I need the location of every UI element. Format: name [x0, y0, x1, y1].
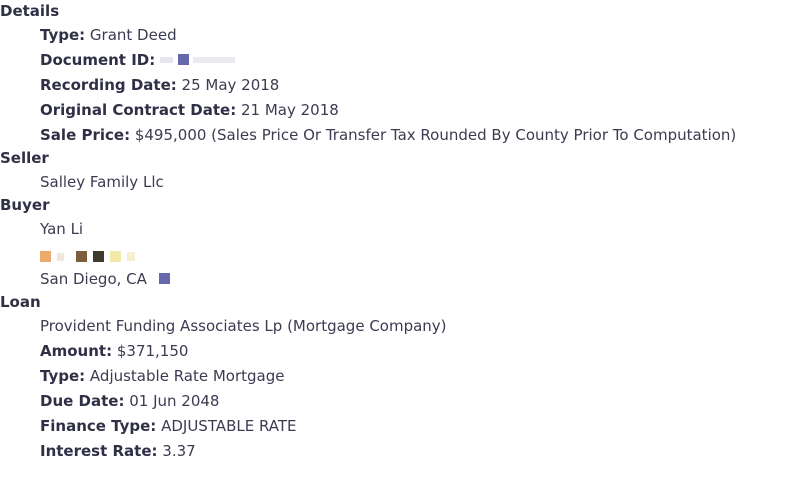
- loan-label-amount: Amount: [40, 342, 107, 360]
- document-id-redaction: [160, 54, 238, 66]
- detail-label-original-contract-date: Original Contract Date: [40, 101, 231, 119]
- detail-row-document-id: [40, 48, 800, 73]
- street-address-blocks: [40, 243, 141, 268]
- detail-label-document-id: Document ID: [40, 51, 150, 69]
- colon: :: [150, 417, 157, 435]
- loan-label-due-date: Due Date: [40, 392, 119, 410]
- loan-row-due-date: [40, 389, 800, 414]
- colon: :: [149, 51, 156, 69]
- colon: :: [79, 367, 86, 385]
- colon: :: [230, 101, 237, 119]
- section-heading-buyer: Buyer: [0, 196, 50, 214]
- detail-value-recording-date: 25 May 2018: [181, 76, 280, 94]
- detail-value-type: Grant Deed: [89, 26, 177, 44]
- loan-rows: [0, 314, 800, 464]
- detail-row-type: [40, 23, 800, 48]
- detail-row-original-contract-date: [40, 98, 800, 123]
- detail-row-recording-date: [40, 73, 800, 98]
- loan-row-type: [40, 364, 800, 389]
- detail-label-type: Type: [40, 26, 80, 44]
- buyer-city-row: [0, 267, 800, 292]
- loan-value-amount: $371,150: [116, 342, 189, 360]
- buyer-name: Yan Li: [40, 220, 84, 238]
- colon: :: [170, 76, 177, 94]
- loan-value-finance-type: ADJUSTABLE RATE: [161, 417, 297, 435]
- loan-row-amount: [40, 339, 800, 364]
- property-record-document: [0, 1, 800, 480]
- buyer-street-address-redaction: [0, 242, 800, 267]
- buyer-zip-redaction: [157, 273, 173, 285]
- loan-label-finance-type: Finance Type: [40, 417, 151, 435]
- detail-label-sale-price: Sale Price: [40, 126, 125, 144]
- colon: :: [106, 342, 113, 360]
- loan-row-interest-rate: [40, 439, 800, 464]
- details-rows: [0, 23, 800, 148]
- loan-value-type: Adjustable Rate Mortgage: [89, 367, 285, 385]
- section-heading-seller: Seller: [0, 149, 49, 167]
- loan-value-interest-rate: 3.37: [162, 442, 196, 460]
- section-heading-details: Details: [0, 2, 60, 20]
- buyer-city-state-line: [40, 267, 800, 292]
- detail-value-sale-price: $495,000 (Sales Price Or Transfer Tax Rounded By County Prior To Computation): [134, 126, 737, 144]
- buyer-city-state: San Diego, CA: [40, 270, 147, 288]
- colon: :: [124, 126, 131, 144]
- detail-row-sale-price: [40, 123, 800, 148]
- loan-label-interest-rate: Interest Rate: [40, 442, 152, 460]
- detail-value-original-contract-date: 21 May 2018: [241, 101, 339, 119]
- seller-name: Salley Family Llc: [40, 173, 164, 191]
- detail-label-recording-date: Recording Date: [40, 76, 171, 94]
- loan-label-type: Type: [40, 367, 80, 385]
- seller-rows: [0, 170, 800, 195]
- loan-value-due-date: 01 Jun 2048: [129, 392, 220, 410]
- colon: :: [118, 392, 125, 410]
- loan-lender: Provident Funding Associates Lp (Mortgage Company): [40, 317, 447, 335]
- colon: :: [151, 442, 158, 460]
- colon: :: [79, 26, 86, 44]
- loan-row-finance-type: [40, 414, 800, 439]
- buyer-rows: [0, 217, 800, 242]
- section-heading-loan: Loan: [0, 293, 41, 311]
